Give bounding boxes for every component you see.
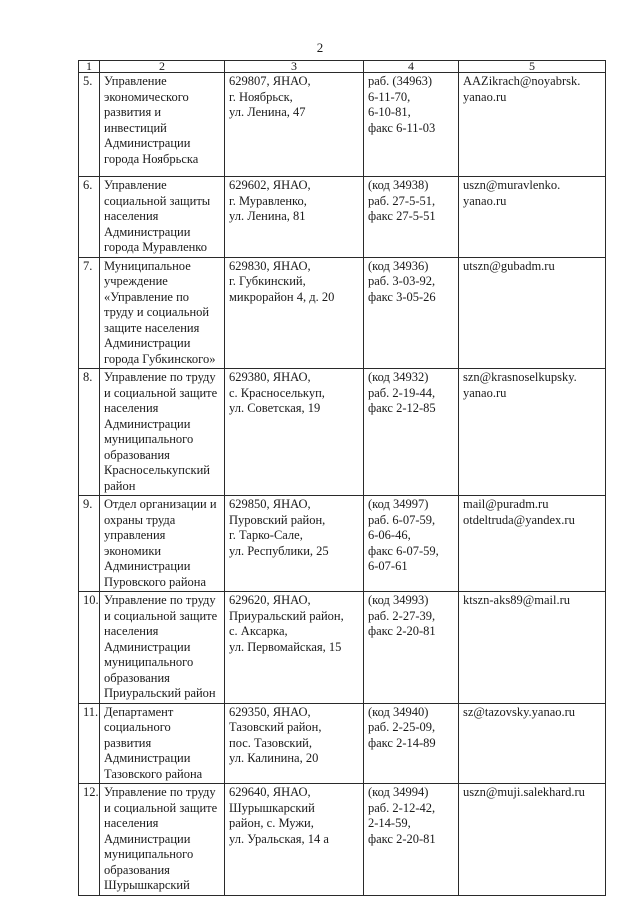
table-row xyxy=(79,703,606,784)
row-number: 5. xyxy=(79,73,100,177)
registry-table xyxy=(78,60,606,896)
column-number-4: 4 xyxy=(364,61,459,73)
table-row xyxy=(79,177,606,258)
phone-numbers: (код 34938) раб. 27-5-51, факс 27-5-51 xyxy=(364,177,459,258)
organization-name: Управление по труду и социальной защите населения Администрации муниципального образования Приуральский район xyxy=(100,592,225,704)
email-address: uszn@muji.salekhard.ru xyxy=(459,784,606,896)
row-number: 6. xyxy=(79,177,100,258)
table-row xyxy=(79,257,606,369)
phone-numbers: (код 34940) раб. 2-25-09, факс 2-14-89 xyxy=(364,703,459,784)
organization-name: Отдел организации и охраны труда управления экономики Администрации Пуровского района xyxy=(100,496,225,592)
email-address: szn@krasnoselkupsky. yanao.ru xyxy=(459,369,606,496)
phone-numbers: (код 34936) раб. 3-03-92, факс 3-05-26 xyxy=(364,257,459,369)
organization-name: Департамент социального развития Администрации Тазовского района xyxy=(100,703,225,784)
email-address: ktszn-aks89@mail.ru xyxy=(459,592,606,704)
phone-numbers: раб. (34963) 6-11-70, 6-10-81, факс 6-11-03 xyxy=(364,73,459,177)
phone-numbers: (код 34932) раб. 2-19-44, факс 2-12-85 xyxy=(364,369,459,496)
phone-numbers: (код 34993) раб. 2-27-39, факс 2-20-81 xyxy=(364,592,459,704)
postal-address: 629640, ЯНАО, Шурышкарский район, с. Мужи, ул. Уральская, 14 а xyxy=(225,784,364,896)
column-number-row xyxy=(79,61,606,73)
postal-address: 629380, ЯНАО, с. Красноселькуп, ул. Советская, 19 xyxy=(225,369,364,496)
table-row xyxy=(79,784,606,896)
table-row xyxy=(79,73,606,177)
email-address: mail@puradm.ru otdeltruda@yandex.ru xyxy=(459,496,606,592)
column-number-2: 2 xyxy=(100,61,225,73)
email-address: uszn@muravlenko. yanao.ru xyxy=(459,177,606,258)
postal-address: 629350, ЯНАО, Тазовский район, пос. Тазовский, ул. Калинина, 20 xyxy=(225,703,364,784)
column-number-5: 5 xyxy=(459,61,606,73)
column-number-3: 3 xyxy=(225,61,364,73)
table-row xyxy=(79,369,606,496)
row-number: 12. xyxy=(79,784,100,896)
postal-address: 629620, ЯНАО, Приуральский район, с. Аксарка, ул. Первомайская, 15 xyxy=(225,592,364,704)
postal-address: 629850, ЯНАО, Пуровский район, г. Тарко-Сале, ул. Республики, 25 xyxy=(225,496,364,592)
row-number: 10. xyxy=(79,592,100,704)
row-number: 11. xyxy=(79,703,100,784)
table-row xyxy=(79,496,606,592)
postal-address: 629807, ЯНАО, г. Ноябрьск, ул. Ленина, 47 xyxy=(225,73,364,177)
organization-name: Муниципальное учреждение «Управление по труду и социальной защите населения Администрации города Губкинского» xyxy=(100,257,225,369)
phone-numbers: (код 34994) раб. 2-12-42, 2-14-59, факс 2-20-81 xyxy=(364,784,459,896)
email-address: AAZikrach@noyabrsk. yanao.ru xyxy=(459,73,606,177)
organization-name: Управление по труду и социальной защите населения Администрации муниципального образования Красноселькупский район xyxy=(100,369,225,496)
postal-address: 629830, ЯНАО, г. Губкинский, микрорайон 4, д. 20 xyxy=(225,257,364,369)
organization-name: Управление по труду и социальной защите населения Администрации муниципального образования Шурышкарский xyxy=(100,784,225,896)
email-address: utszn@gubadm.ru xyxy=(459,257,606,369)
page-number: 2 xyxy=(316,40,324,55)
table-row xyxy=(79,592,606,704)
email-address: sz@tazovsky.yanao.ru xyxy=(459,703,606,784)
row-number: 9. xyxy=(79,496,100,592)
phone-numbers: (код 34997) раб. 6-07-59, 6-06-46, факс 6-07-59, 6-07-61 xyxy=(364,496,459,592)
postal-address: 629602, ЯНАО, г. Муравленко, ул. Ленина, 81 xyxy=(225,177,364,258)
row-number: 8. xyxy=(79,369,100,496)
organization-name: Управление социальной защиты населения Администрации города Муравленко xyxy=(100,177,225,258)
row-number: 7. xyxy=(79,257,100,369)
column-number-1: 1 xyxy=(79,61,100,73)
organization-name: Управление экономического развития и инвестиций Администрации города Ноябрьска xyxy=(100,73,225,177)
